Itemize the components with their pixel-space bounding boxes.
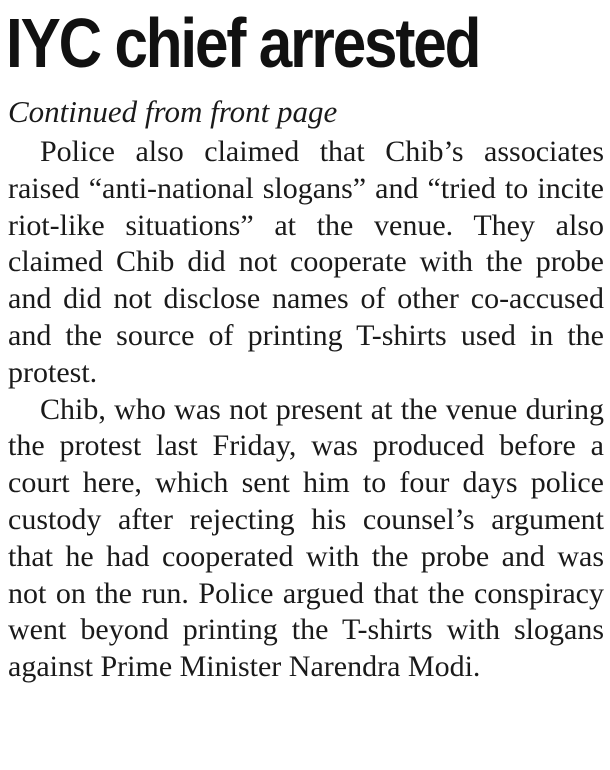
article-paragraph-1: Police also claimed that Chib’s associates raised “anti-national slogans” and “tried to incite riot-like situations” at the venue. They also claimed Chib did not cooperate with the probe and did not disclose names of other co-accused and the source of printing T-shirts used in the protest. — [8, 135, 604, 389]
continued-from-line: Continued from front page — [8, 94, 338, 129]
headline: IYC chief arrested — [6, 4, 480, 82]
article-paragraph-2: Chib, who was not present at the venue during the protest last Friday, was produced before a court here, which sent him to four days police custody after rejecting his counsel’s argument that he had cooperated with the probe and was not on the run. Police argued that the conspiracy went beyond printing the T-shirts with slogans against Prime Minister Narendra Modi. — [8, 392, 604, 684]
article-body — [8, 134, 604, 686]
